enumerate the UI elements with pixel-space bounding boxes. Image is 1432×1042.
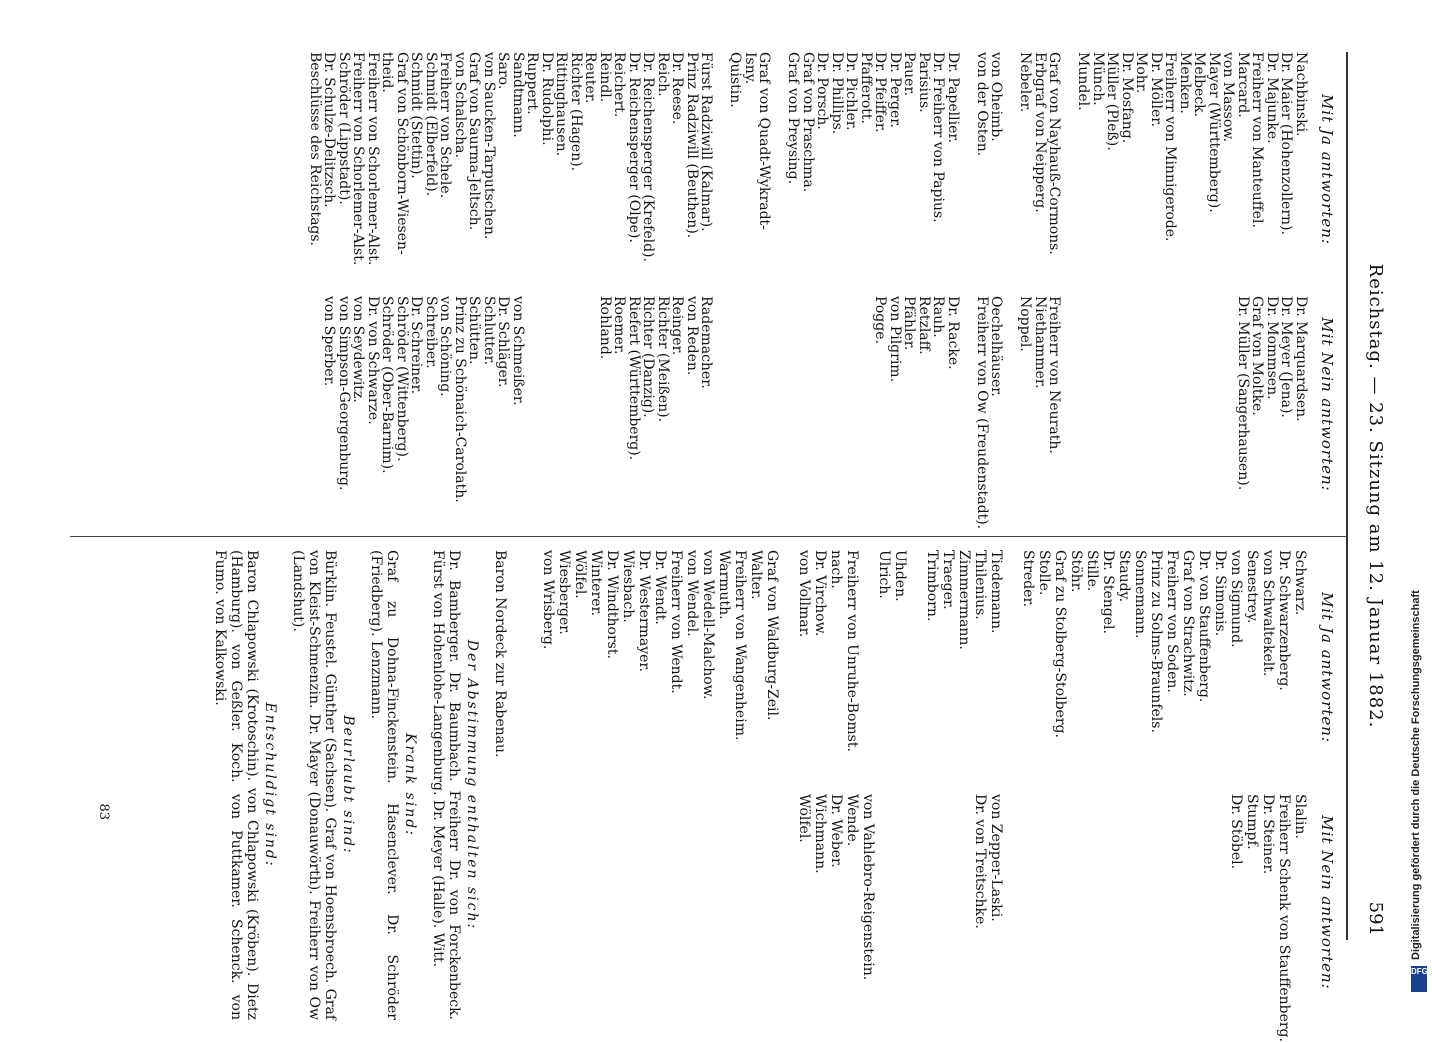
nein-heading: Mit Nein antworten: <box>1318 317 1336 492</box>
ja-name-list <box>308 52 1309 265</box>
list-item <box>1004 296 1019 529</box>
list-item <box>1100 794 1116 1042</box>
list-item: Graf von Saurma-Jeltsch. <box>466 52 483 231</box>
list-item <box>1084 794 1100 1042</box>
list-item: Dr. Schreiner. <box>408 296 425 395</box>
list-item: Schütten. <box>466 296 483 365</box>
list-item: Mayer (Württemberg). <box>1206 52 1222 213</box>
list-item: Dr. Majunke. <box>1264 52 1280 144</box>
list-item: Freiherr Schenk von Stauffenberg. <box>1276 794 1292 1042</box>
list-item: Dr. Reese. <box>669 52 686 125</box>
list-item: von Schwaltekelt. <box>1260 550 1276 677</box>
list-item <box>780 550 796 752</box>
list-item: Freiherr von Minnigerode. <box>1162 52 1179 242</box>
list-item: Rauh. <box>930 296 947 338</box>
list-item <box>940 794 956 1042</box>
list-item: Walter. <box>748 550 764 600</box>
list-item: Trimborn. <box>924 550 940 622</box>
list-item: von Schöning. <box>437 296 454 397</box>
list-item: Dr. Virchow. <box>812 550 828 637</box>
list-item: von der Osten. <box>974 52 990 157</box>
sick-names: Graf zu Dohna-Finckenstein. Hasenclever. Dr. Schröder (Friedberg). Lenzmann. <box>368 550 400 1020</box>
list-item: Dr. Maier (Hohenzollern). <box>1278 52 1295 235</box>
list-item: Dr. Weber. <box>828 794 844 868</box>
list-item: Graf von Moltke. <box>1249 296 1266 416</box>
list-item: Beschlüsse des Reichstags. <box>307 52 323 247</box>
list-item: Ruppert. <box>524 52 541 115</box>
list-item: Winterer. <box>588 550 604 617</box>
list-item: Stille. <box>1084 550 1100 592</box>
list-item: von Vahlebro-Reigenstein. <box>860 794 876 981</box>
list-item <box>1149 296 1164 529</box>
list-item <box>815 296 830 529</box>
list-item: Richter (Hagen). <box>568 52 584 172</box>
list-item <box>956 794 972 1042</box>
list-item: Dr. Stengel. <box>1100 550 1116 634</box>
list-item: Sonnemann. <box>1132 550 1148 639</box>
list-item: nach. <box>828 550 844 589</box>
list-item: Retzlaff. <box>916 296 932 355</box>
list-item <box>1062 296 1077 529</box>
list-item: Dr. Schwarzenberg. <box>1276 550 1292 691</box>
list-item: Freiherr von Neurath. <box>1046 296 1063 454</box>
list-item <box>1134 296 1149 529</box>
list-item: Nachbinski. <box>1293 52 1309 137</box>
list-item: Graf von Waldburg-Zeil. <box>764 550 780 721</box>
nein-heading: Mit Nein antworten: <box>1318 815 1336 990</box>
list-item: Richter (Danzig). <box>640 296 657 418</box>
vote-summary <box>212 550 516 1020</box>
list-item: Dr. Westermayer. <box>636 550 652 673</box>
list-item <box>757 296 772 529</box>
list-item: Traeger. <box>940 550 956 610</box>
list-item: Dr. Meyer (Jena). <box>1278 296 1295 418</box>
list-item: Dr. Pfeiffer. <box>872 52 889 133</box>
list-item <box>569 296 584 529</box>
list-item: Dr. Rudolphi. <box>539 52 555 146</box>
list-item <box>1062 52 1077 265</box>
list-item <box>714 296 729 529</box>
list-item: Graf zu Stolberg-Stolberg. <box>1052 550 1068 738</box>
list-item: Nebeler. <box>1017 52 1034 113</box>
list-item <box>1068 794 1084 1042</box>
list-item: Dr. Schulze-Delitzsch. <box>321 52 338 208</box>
list-item: von Zepper-Laski. <box>988 794 1004 922</box>
list-item: Schmidt (Elberfeld). <box>423 52 439 197</box>
list-item <box>1221 296 1236 529</box>
list-item <box>1004 550 1020 752</box>
list-item: Rademacher. <box>698 296 715 389</box>
list-item: Dr. Phillips. <box>829 52 845 135</box>
list-item <box>908 794 924 1042</box>
ja-heading: Mit Ja antworten: <box>1318 94 1336 245</box>
list-item <box>908 550 924 752</box>
left-column-headings <box>1318 52 1336 522</box>
list-item: Staudy. <box>1116 550 1132 603</box>
list-item: Schröder (Ober-Barnim). <box>379 296 396 474</box>
list-item: Dr. Windthorst. <box>604 550 620 659</box>
list-item <box>1120 296 1135 529</box>
list-item: von Schalscha. <box>452 52 468 158</box>
list-item <box>772 52 787 265</box>
list-item <box>1076 296 1091 529</box>
ja-name-list <box>540 550 1308 752</box>
list-item <box>728 296 743 529</box>
list-item <box>1052 794 1068 1042</box>
list-item: Stumpf. <box>1244 794 1260 850</box>
list-item <box>1163 296 1178 529</box>
list-item <box>1091 296 1106 529</box>
list-item: Marcard. <box>1235 52 1251 118</box>
list-item: Fürst Radziwill (Kalmar). <box>698 52 715 232</box>
list-item: Oechelhäuser. <box>988 296 1005 397</box>
list-item: theid. <box>379 52 396 93</box>
list-item: Dr. Marquardsen. <box>1293 296 1309 422</box>
list-item: Melbeck. <box>1191 52 1208 118</box>
list-item <box>860 550 876 752</box>
list-item: Dr. von Stauffenberg. <box>1196 550 1212 703</box>
list-item <box>554 296 569 529</box>
list-item: Dr. von Treitschke. <box>972 794 988 929</box>
list-item <box>830 296 845 529</box>
list-item: Dr. Papellier. <box>945 52 961 143</box>
list-item: Rittinghausen. <box>553 52 570 157</box>
list-item <box>1020 794 1036 1042</box>
list-item <box>743 296 758 529</box>
list-item: Rohland. <box>597 296 613 360</box>
page-title: Reichstag. — 23. Sitzung am 12. Januar 1882. <box>1365 263 1386 729</box>
list-item: Dr. Müller (Sangerhausen). <box>1235 296 1251 491</box>
page-header <box>1352 52 1386 940</box>
list-item: Freiherr von Wendt. <box>668 550 684 694</box>
list-item: Wiesbach. <box>620 550 636 623</box>
list-item: Schröder (Wittenberg). <box>394 296 410 462</box>
list-item: Tiedemann. <box>988 550 1004 634</box>
list-item: Freiherr von Ow (Freudenstadt). <box>974 296 990 530</box>
list-item <box>1178 296 1193 529</box>
list-item: Dr. Mommsen. <box>1264 296 1280 400</box>
list-item: Wiesberger. <box>556 550 572 635</box>
list-item: Dr. Simonis. <box>1212 550 1228 637</box>
list-item: Saro. <box>495 52 512 90</box>
baron-line: Baron Nordeck zur Rabenau. <box>492 550 508 758</box>
list-item <box>924 794 940 1042</box>
list-item: Schlutter. <box>481 296 497 366</box>
list-item: Slalin. <box>1292 794 1308 839</box>
list-item: von Wedell-Malchow. <box>700 550 716 700</box>
list-item: Parisius. <box>916 52 932 113</box>
list-item: Reichert. <box>611 52 628 118</box>
right-column-headings <box>1318 550 1336 1020</box>
list-item: Prinz Radziwill (Beuthen). <box>684 52 700 239</box>
list-item: Müller (Pleß). <box>1104 52 1121 151</box>
nein-name-list <box>322 296 1308 529</box>
sick-heading: Krank sind: <box>402 733 418 837</box>
list-item <box>844 296 859 529</box>
list-item: Mohr. <box>1133 52 1150 94</box>
list-item <box>714 52 729 265</box>
list-item: von Vollmar. <box>796 550 812 638</box>
list-item: Dr. Mosfang. <box>1119 52 1135 144</box>
list-item: Ulrich. <box>876 550 892 599</box>
list-item: Freiherr von Schorlemer-Alst. <box>365 52 381 266</box>
list-item <box>1207 296 1222 529</box>
list-item: von Oheimb. <box>988 52 1005 142</box>
list-item: von Sperber. <box>321 296 338 387</box>
list-item: von Wrisberg. <box>540 550 556 650</box>
list-item: Pfähler. <box>901 296 918 351</box>
list-item <box>1148 794 1164 1042</box>
list-item: Wölfel. <box>796 794 812 843</box>
list-item: Quistin. <box>727 52 744 108</box>
list-item: Stolle. <box>1036 550 1052 596</box>
list-item: Erbgraf von Neipperg. <box>1032 52 1048 213</box>
list-item: Mundel. <box>1075 52 1092 111</box>
list-item <box>1180 794 1196 1042</box>
column-divider <box>70 536 1348 537</box>
list-item: Graf von Quadt-Wykradt- <box>756 52 773 230</box>
list-item: Graf von Strachwitz. <box>1180 550 1196 697</box>
list-item <box>1196 794 1212 1042</box>
list-item: Freiherr von Schele. <box>437 52 454 199</box>
list-item: Dr. Wendt. <box>652 550 668 625</box>
excused-names: Baron Chlapowski (Krotoschin). von Chlapowski (Kröben). Dietz (Hamburg). von Geßler. Koch. von Puttkamer. Schenck. von Fumo. von Kalkowski. <box>212 550 260 1020</box>
list-item: Freiherr von Unruhe-Bomst. <box>844 550 860 752</box>
list-item: Uhden. <box>892 550 908 602</box>
dfg-logo-icon: DFG <box>1411 966 1427 992</box>
list-item <box>1004 52 1019 265</box>
page-number: 591 <box>1365 901 1386 936</box>
ja-heading: Mit Ja antworten: <box>1318 592 1336 743</box>
list-item: Graf von Schönborn-Wiesen- <box>394 52 410 255</box>
list-item <box>960 52 975 265</box>
list-item: Sandtmann. <box>510 52 526 138</box>
list-item: Warmuth. <box>716 550 732 620</box>
list-item <box>876 794 892 1042</box>
leave-names: Bürklin. Feustel. Günther (Sachsen). Graf von Hoensbroech. Graf von Kleist-Schmenzin. Dr. Mayer (Donauwörth). Freiherr von Ow (Landshut). <box>290 550 338 1020</box>
list-item: von Massow. <box>1220 52 1237 143</box>
list-item: Freiherr von Manteuffel. <box>1249 52 1266 228</box>
list-item: Pauer. <box>901 52 918 97</box>
list-item: Freiherr von Wangenheim. <box>732 550 748 741</box>
list-item: von Saucken-Tarputschen. <box>481 52 497 240</box>
list-item: Graf von Preysing. <box>785 52 802 185</box>
list-item: Dr. Pichler. <box>843 52 860 131</box>
abstained-heading: Der Abstimmung enthalten sich: <box>464 639 480 931</box>
list-item: Stöhr. <box>1068 550 1084 593</box>
abstained-names: Dr. Bamberger. Dr. Baumbach. Freiherr Dr. von Forckenbeck. Fürst von Hohenlohe-Langenburg. Dr. Meyer (Halle). Witt. <box>430 550 462 1020</box>
list-item <box>1164 794 1180 1042</box>
list-item: Graf von Praschma. <box>800 52 816 193</box>
list-item: Dr. Möller. <box>1148 52 1164 127</box>
left-half <box>307 52 1336 530</box>
list-item: Münch. <box>1090 52 1106 106</box>
list-item <box>1212 794 1228 1042</box>
list-item <box>786 296 801 529</box>
list-item: Zimmermann. <box>956 550 972 650</box>
list-item: Dr. Reichensperger (Krefeld). <box>640 52 657 262</box>
list-item: Dr. Freiherr von Papius. <box>930 52 947 223</box>
list-item: Prinz zu Solms-Braunfels. <box>1148 550 1164 733</box>
list-item: Graf von Nayhauß-Cormons. <box>1046 52 1063 255</box>
list-item: Schwarz. <box>1292 550 1308 616</box>
list-item: Dr. Stöbel. <box>1228 794 1244 870</box>
list-item <box>859 296 874 529</box>
list-item: Isny. <box>742 52 758 85</box>
list-item: Pfafferott. <box>858 52 874 125</box>
list-item <box>1105 296 1120 529</box>
list-item: Dr. Perger. <box>887 52 903 128</box>
list-item: Dr. von Schwarze. <box>365 296 381 425</box>
leave-heading: Beurlaubt sind: <box>340 715 356 855</box>
list-item <box>540 296 555 529</box>
list-item <box>1116 794 1132 1042</box>
list-item: Wichmann. <box>812 794 828 874</box>
list-item: Wölfel. <box>572 550 588 599</box>
list-item: Reich. <box>655 52 671 97</box>
list-item <box>1132 794 1148 1042</box>
list-item: Dr. Porsch. <box>814 52 831 130</box>
list-item: Dr. Steiner. <box>1260 794 1276 875</box>
list-item <box>1036 794 1052 1042</box>
list-item <box>583 296 598 529</box>
list-item: Reindl. <box>597 52 613 103</box>
list-item: Senestrey. <box>1244 550 1260 624</box>
list-item <box>1192 296 1207 529</box>
excused-heading: Entschuldigt sind: <box>262 702 278 868</box>
list-item: Pogge. <box>872 296 889 344</box>
list-item: Dr. Reichensperger (Olpe). <box>626 52 642 243</box>
list-item: Noppel. <box>1017 296 1034 352</box>
list-item: Schreiber. <box>423 296 439 369</box>
list-item: Menken. <box>1177 52 1193 114</box>
list-item: Freiherr von Soden. <box>1164 550 1180 693</box>
list-item: von Seydewitz. <box>350 296 367 403</box>
list-item <box>892 794 908 1042</box>
list-item: Reinger. <box>669 296 686 356</box>
list-item: Freiherr von Schorlemer-Alst. <box>350 52 367 266</box>
list-item: von Sigmund. <box>1228 550 1244 648</box>
list-item <box>1004 794 1020 1042</box>
dfg-credit-text: Digitalisierung gefördert durch die Deutsche Forschungsgemeinschaft <box>1410 590 1422 960</box>
list-item: Riefert (Württemberg). <box>626 296 642 461</box>
list-item: von Wendel. <box>684 550 700 637</box>
digitization-sidebar <box>1406 0 1432 1000</box>
list-item: Dr. Racke. <box>945 296 961 370</box>
nein-name-list <box>796 794 1308 1042</box>
list-item: Schröder (Lippstadt). <box>336 52 352 205</box>
list-item: Wende. <box>844 794 860 847</box>
list-item: von Schmeißer. <box>510 296 526 406</box>
list-item: Streder. <box>1020 550 1036 608</box>
list-item: Thilenius. <box>972 550 988 620</box>
list-item: Reuter. <box>582 52 599 104</box>
list-item: von Simpson-Georgenburg. <box>336 296 352 491</box>
list-item: Richter (Meißen). <box>655 296 671 423</box>
header-rule <box>1347 52 1349 940</box>
list-item: Schmidt (Stettin). <box>408 52 425 179</box>
list-item: Roemer. <box>611 296 628 355</box>
list-item: Niethammer. <box>1032 296 1048 389</box>
list-item: von Reden. <box>684 296 700 376</box>
right-half <box>212 550 1336 1042</box>
list-item <box>772 296 787 529</box>
list-item: Dr. Schläger. <box>495 296 512 388</box>
footer-number: 83 <box>96 803 111 820</box>
list-item <box>801 296 816 529</box>
list-item: Prinz zu Schönaich-Carolath. <box>452 296 468 503</box>
list-item: von Pilgrim. <box>887 296 903 383</box>
list-item <box>960 296 975 529</box>
list-item <box>525 296 540 529</box>
